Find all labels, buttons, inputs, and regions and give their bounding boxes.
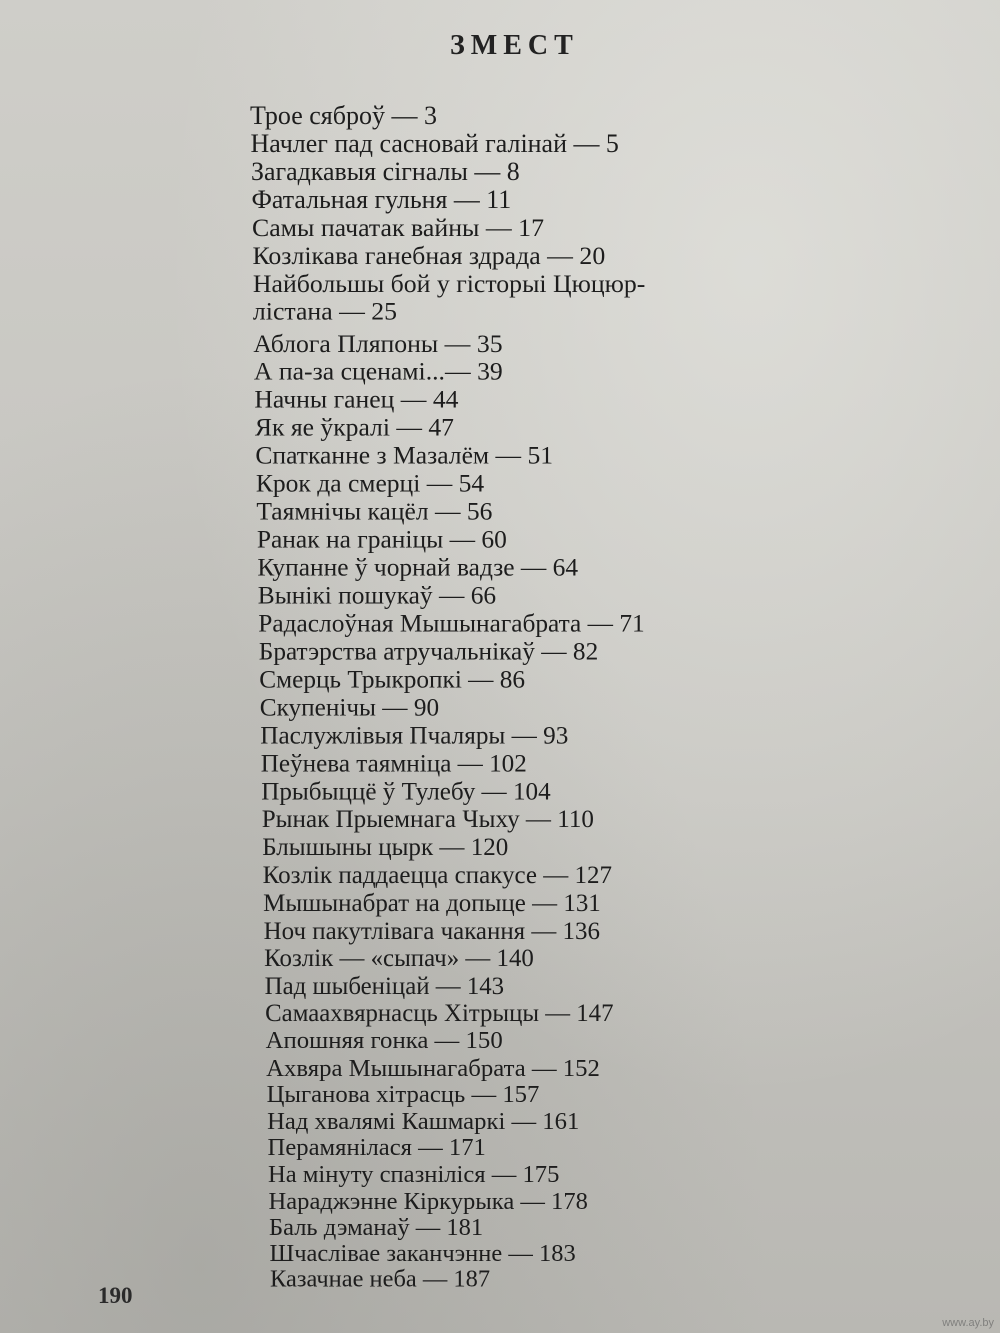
toc-entry: Самаахвярнасць Хітрыцы — 147	[265, 999, 614, 1027]
toc-entry: Начлег пад сасновай галінай — 5	[250, 129, 619, 158]
toc-entry-line-1: Найбольшы бой у гісторыі Цюцюр-	[252, 269, 646, 298]
toc-entry: Шчаслівае заканчэнне — 183	[269, 1239, 576, 1267]
toc-entry: Аблога Пляпоны — 35	[253, 329, 503, 358]
toc-entry: Ноч пакутлівага чакання — 136	[263, 916, 600, 945]
page-number: 190	[98, 1283, 133, 1308]
toc-entry: Прыбыццё ў Тулебу — 104	[261, 777, 551, 806]
toc-entry: Вынікі пошукаў — 66	[257, 581, 497, 610]
toc-entry: Баль дэманаў — 181	[269, 1213, 484, 1241]
toc-entry: Пеўнева таямніца — 102	[260, 749, 527, 778]
toc-entry: Паслужлівыя Пчаляры — 93	[260, 721, 569, 750]
toc-entry: Рынак Прыемнага Чыху — 110	[261, 805, 594, 834]
toc-entry: На мінуту спазніліся — 175	[268, 1160, 560, 1188]
toc-entry: Цыганова хітрасць — 157	[266, 1079, 540, 1108]
toc-entry: Пад шыбеніцай — 143	[264, 971, 505, 1000]
toc-entry: Трое сяброў — 3	[250, 101, 437, 130]
toc-entry: Козлік паддаецца спакусе — 127	[262, 861, 613, 889]
toc-entry: Спатканне з Мазалём — 51	[255, 441, 554, 470]
table-of-contents	[248, 102, 868, 1294]
toc-entry: Як яе ўкралі — 47	[254, 413, 454, 442]
toc-entry: Апошняя гонка — 150	[265, 1026, 503, 1055]
toc-entry: А па-за сценамі...— 39	[253, 357, 503, 386]
toc-entry: Братэрства атручальнікаў — 82	[258, 637, 599, 666]
toc-entry: Блышыны цырк — 120	[262, 833, 509, 861]
toc-entry: Перамянілася — 171	[267, 1133, 486, 1161]
toc-entry: Казачнае неба — 187	[270, 1265, 491, 1293]
toc-entry: Купанне ў чорнай вадзе — 64	[257, 553, 579, 582]
toc-entry: Смерць Трыкропкі — 86	[259, 665, 526, 694]
watermark: www.ay.by	[942, 1317, 994, 1329]
toc-entry: Ахвяра Мышынагабрата — 152	[266, 1053, 600, 1082]
toc-entry: Козлікава ганебная здрада — 20	[252, 241, 606, 270]
toc-entry: Над хвалямі Кашмаркі — 161	[267, 1106, 580, 1135]
toc-entry: Нараджэнне Кіркурыка — 178	[268, 1186, 588, 1215]
toc-entry: Фатальная гульня — 11	[251, 185, 512, 214]
toc-entry: Загадкавыя сігналы — 8	[250, 157, 520, 186]
toc-entry: Начны ганец — 44	[254, 385, 459, 414]
toc-entry: Таямнічы кацёл — 56	[256, 497, 493, 526]
page-title: ЗМЕСТ	[450, 30, 579, 61]
toc-entry: Ранак на граніцы — 60	[256, 525, 507, 554]
toc-entry: Скупенічы — 90	[259, 693, 440, 722]
toc-entry-wrapped	[253, 270, 868, 329]
toc-entry-line-2: лістана — 25	[252, 296, 398, 326]
toc-entry: Мышынабрат на допыце — 131	[263, 888, 601, 917]
toc-entry: Радаслоўная Мышынагабрата — 71	[258, 609, 645, 638]
toc-entry: Самы пачатак вайны — 17	[251, 213, 545, 242]
toc-entry: Крок да смерці — 54	[255, 469, 485, 498]
toc-entry: Козлік — «сыпач» — 140	[264, 944, 534, 973]
